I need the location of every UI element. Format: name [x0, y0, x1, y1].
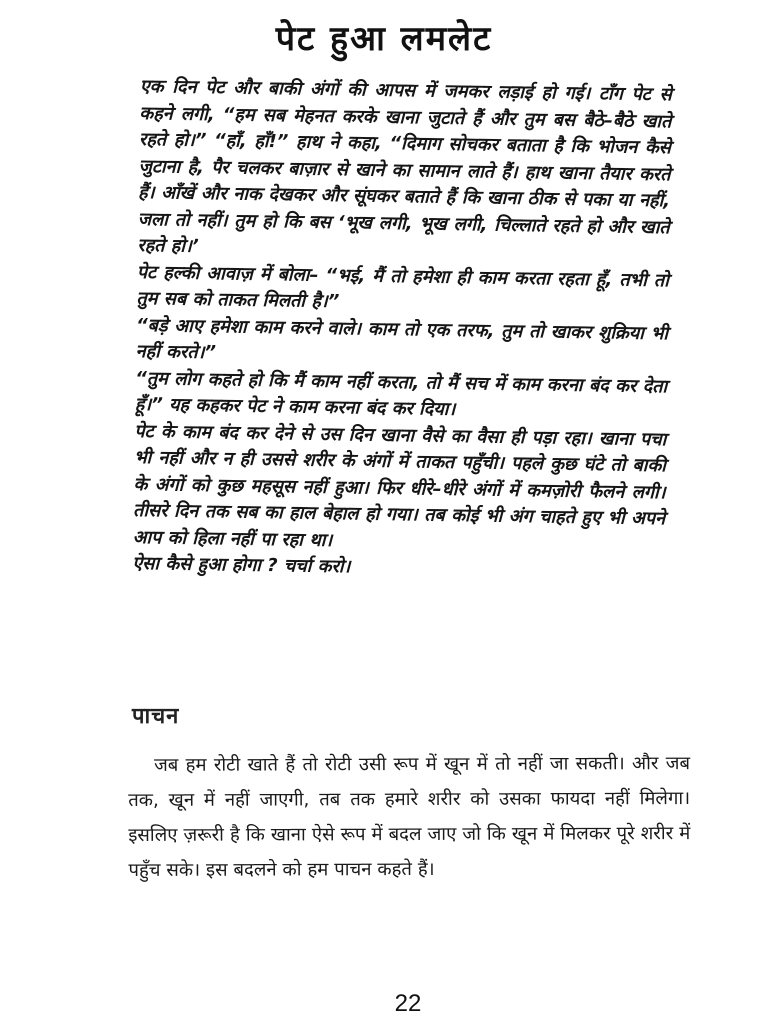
story-paragraph: “तुम लोग कहते हो कि मैं काम नहीं करता, तो मैं सच में काम करना बंद कर देता हूँ।” यह कहकर पेट ने काम करना बंद कर दिया। [134, 367, 668, 420]
story-paragraph: पेट के काम बंद कर देने से उस दिन खाना वैसे का वैसा ही पड़ा रहा। खाना पचा भी नहीं और न ही उससे शरीर के अंगों में ताकत पहुँची। पहले कुछ घंटे तो बाकी के अंगों को कुछ महसूस नहीं हुआ। फिर धीरे–धीरे अंगों में कमज़ोरी फैलने लगी। तीसरे दिन तक सब का हाल बेहाल हो गया। तब कोई भी अंग चाहते हुए भी अपने आप को हिला नहीं पा रहा था। [132, 420, 667, 551]
section-body-text: जब हम रोटी खाते हैं तो रोटी उसी रूप में खून में तो नहीं जा सकती। और जब तक, खून में नहीं जाएगी, तब तक हमारे शरीर को उसका फायदा नहीं मिलेगा। इसलिए ज़रूरी है कि खाना ऐसे रूप में बदल जाए जो कि खून में मिलकर पूरे शरीर में पहुँच सके। इस बदलने को हम पाचन कहते हैं। [128, 753, 691, 881]
story-paragraph: पेट हल्की आवाज़ में बोला– “भई, मैं तो हमेशा ही काम करता रहता हूँ, तभी तो तुम सब को ताकत मिलती है।” [136, 261, 669, 313]
story-paragraph: “बड़े आए हमेशा काम करने वाले। काम तो एक तरफ, तुम तो खाकर शुक्रिया भी नहीं करते।” [135, 314, 669, 364]
page-title: पेट हुआ लमलेट [275, 19, 493, 59]
section-heading: पाचन [132, 704, 180, 729]
page-number: 22 [394, 990, 422, 1017]
discussion-question: ऐसा कैसे हुआ होगा ? चर्चा करो। [132, 552, 351, 578]
story-text [132, 74, 672, 586]
story-paragraph: एक दिन पेट और बाकी अंगों की आपस में जमकर लड़ाई हो गई। टाँग पेट से कहने लगी, “हम सब मेहनत करके खाना जुटाते हैं और तुम बस बैठे–बैठे खाते रहते हो।” “हाँ, हाँ!” हाथ ने कहा, “दिमाग सोचकर बताता है कि भोजन कैसे जुटाना है, पैर चलकर बाज़ार से खाने का सामान लाते हैं। हाथ खाना तैयार करते हैं। आँखें और नाक देखकर और सूंघकर बताते हैं कि खाना ठीक से पका या नहीं, जला तो नहीं। तुम हो कि बस ‘भूख लगी, भूख लगी, चिल्लाते रहते हो और खाते रहते हो।’ [137, 75, 672, 257]
